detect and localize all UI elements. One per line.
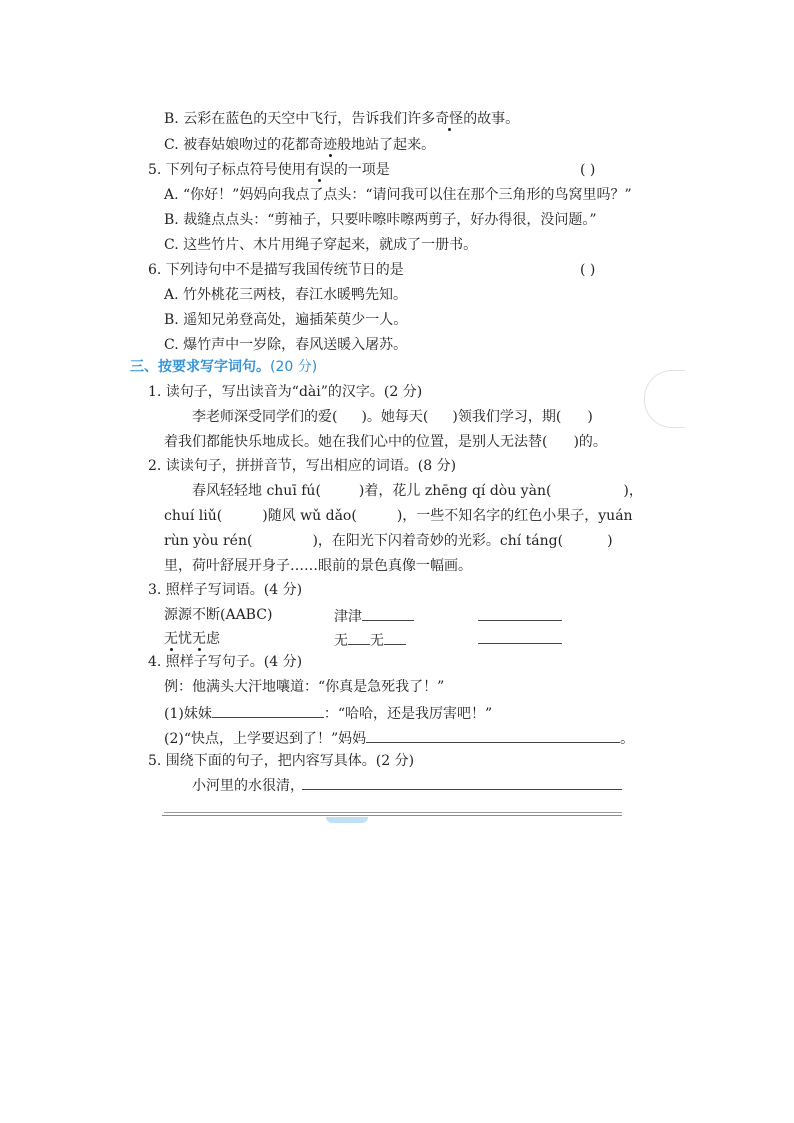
s3q2-line-4: 里，荷叶舒展开身子……眼前的景色真像一幅画。: [164, 558, 472, 574]
q5-option-a: A. “你好！”妈妈向我点了点头：“请问我可以住在那个三角形的鸟窝里吗？”: [164, 187, 632, 203]
s3q3-example-1: 源源不断(AABC): [164, 607, 273, 623]
answer-blank[interactable]: [366, 728, 620, 743]
s3q2-line-3: rùn yòu rén( )，在阳光下闪着奇妙的光彩。chí táng( ): [164, 533, 613, 549]
q4-option-b: B. 云彩在蓝色的天空中飞行，告诉我们许多奇怪的故事。: [164, 111, 520, 127]
answer-blank[interactable]: [212, 703, 324, 718]
s3q3-word-1: 津津: [334, 606, 414, 626]
q5-stem: 5. 下列句子标点符号使用有误的一项是: [148, 162, 390, 178]
s3q2-line-2: chuí liǔ( )随风 wǔ dǎo( )，一些不知名字的红色小果子，yuán: [164, 508, 633, 524]
q5-option-c: C. 这些竹片、木片用绳子穿起来，就成了一册书。: [164, 237, 478, 253]
emphasis-dots: 奇迹般: [309, 137, 352, 153]
page-footer-divider: [162, 815, 622, 816]
s3q3-stem: 3. 照样子写词语。(4 分): [148, 582, 303, 598]
s3q1-stem: 1. 读句子，写出读音为“dài”的汉字。(2 分): [148, 384, 423, 400]
answer-blank[interactable]: [478, 620, 562, 621]
page-footer-mark: [326, 817, 368, 823]
answer-line[interactable]: [302, 789, 622, 790]
q5-answer-paren[interactable]: ( ): [580, 162, 596, 178]
emphasis-dots: 有误: [305, 162, 334, 178]
s3q3-word-2: 无 无: [334, 630, 406, 650]
q4-option-c: C. 被春姑娘吻过的花都奇迹般地站了起来。: [164, 137, 436, 153]
answer-blank[interactable]: [362, 606, 414, 621]
q6-answer-paren[interactable]: ( ): [580, 262, 596, 278]
s3q1-line-1: 李老师深受同学们的爱( )。她每天( )领我们学习，期( ): [192, 409, 593, 425]
section-3-title: 三、按要求写字词句。(20 分): [130, 359, 318, 375]
s3q1-line-2: 着我们都能快乐地成长。她在我们心中的位置，是别人无法替( )的。: [164, 434, 607, 450]
emphasis-dots: 奇怪: [435, 111, 464, 127]
s3q5-stem: 5. 围绕下面的句子，把内容写具体。(2 分): [148, 753, 415, 769]
q6-option-c: C. 爆竹声中一岁除，春风送暖入屠苏。: [164, 337, 408, 353]
s3q3-example-2: 无忧无虑: [164, 631, 220, 647]
s3q4-example: 例：他满头大汗地嚷道：“你真是急死我了！”: [164, 679, 445, 695]
answer-blank[interactable]: [384, 630, 406, 645]
q6-option-a: A. 竹外桃花三两枝，春江水暖鸭先知。: [164, 287, 408, 303]
answer-blank[interactable]: [478, 643, 562, 644]
q6-option-b: B. 遥知兄弟登高处，遍插茱萸少一人。: [164, 312, 408, 328]
s3q4-stem: 4. 照样子写句子。(4 分): [148, 654, 303, 670]
s3q4-item-2: (2)“快点，上学要迟到了！”妈妈 。: [164, 728, 634, 748]
q6-stem: 6. 下列诗句中不是描写我国传统节日的是: [148, 262, 404, 278]
q5-option-b: B. 裁缝点点头：“剪袖子，只要咔嚓咔嚓两剪子，好办得很，没问题。”: [164, 212, 597, 228]
answer-line[interactable]: [164, 812, 622, 813]
s3q5-prompt: 小河里的水很清，: [192, 778, 304, 794]
answer-blank[interactable]: [348, 630, 370, 645]
s3q2-stem: 2. 读读句子，拼拼音节，写出相应的词语。(8 分): [148, 458, 457, 474]
s3q4-item-1: (1)妹妹 ：“哈哈，还是我厉害吧！”: [164, 703, 492, 723]
page-edge-decoration: [644, 370, 685, 428]
s3q2-line-1: 春风轻轻地 chuī fú( )着，花儿 zhēng qí dòu yàn( )，: [192, 483, 643, 499]
